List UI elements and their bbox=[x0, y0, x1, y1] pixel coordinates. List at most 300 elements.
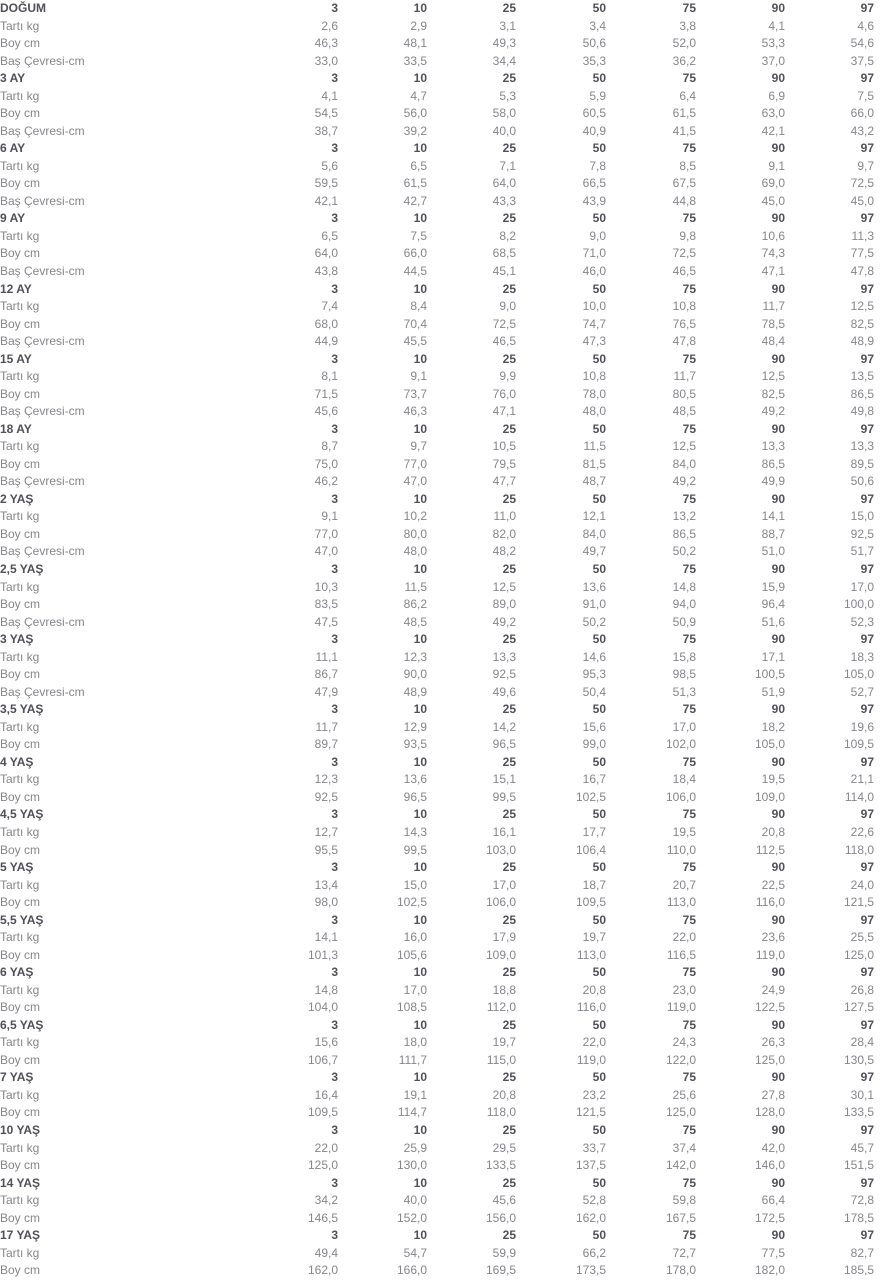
value-cell: 71,5 bbox=[314, 386, 338, 401]
value-cell: 17,0 bbox=[850, 579, 874, 594]
age-group-header-row bbox=[0, 631, 886, 649]
percentile-header: 75 bbox=[682, 1175, 696, 1190]
value-cell: 33,5 bbox=[403, 53, 427, 68]
value-cell: 130,5 bbox=[843, 1052, 874, 1067]
value-cell: 118,0 bbox=[486, 1105, 516, 1120]
value-cell: 46,5 bbox=[492, 334, 516, 349]
value-cell: 7,1 bbox=[499, 158, 516, 173]
value-cell: 47,5 bbox=[314, 614, 338, 629]
percentile-header: 90 bbox=[771, 702, 785, 717]
measurement-row bbox=[0, 877, 886, 895]
value-cell: 45,6 bbox=[314, 404, 338, 419]
value-cell: 12,5 bbox=[492, 579, 516, 594]
value-cell: 116,5 bbox=[666, 947, 696, 962]
value-cell: 86,2 bbox=[403, 597, 427, 612]
percentile-header: 10 bbox=[413, 1175, 427, 1190]
value-cell: 178,5 bbox=[843, 1210, 874, 1225]
percentile-header: 50 bbox=[592, 702, 606, 717]
value-cell: 82,5 bbox=[761, 386, 785, 401]
measurement-row bbox=[0, 158, 886, 176]
value-cell: 14,1 bbox=[761, 509, 785, 524]
value-cell: 25,6 bbox=[672, 1087, 696, 1102]
percentile-header: 50 bbox=[592, 141, 606, 156]
percentile-header: 50 bbox=[592, 491, 606, 506]
value-cell: 42,1 bbox=[761, 123, 785, 138]
value-cell: 109,5 bbox=[575, 895, 606, 910]
value-cell: 104,0 bbox=[307, 1000, 338, 1015]
percentile-header: 90 bbox=[771, 1228, 785, 1243]
value-cell: 49,2 bbox=[492, 614, 516, 629]
percentile-header: 25 bbox=[502, 754, 516, 769]
value-cell: 92,5 bbox=[492, 667, 516, 682]
value-cell: 82,7 bbox=[850, 1245, 874, 1260]
percentile-header: 50 bbox=[592, 632, 606, 647]
value-cell: 74,7 bbox=[582, 316, 606, 331]
value-cell: 102,0 bbox=[665, 737, 696, 752]
measurement-row bbox=[0, 35, 886, 53]
value-cell: 67,5 bbox=[672, 176, 696, 191]
measurement-label: Tartı kg bbox=[0, 1193, 40, 1208]
age-label: 5 YAŞ bbox=[0, 860, 34, 875]
value-cell: 45,5 bbox=[403, 334, 427, 349]
value-cell: 24,9 bbox=[761, 982, 785, 997]
value-cell: 77,0 bbox=[403, 456, 427, 471]
value-cell: 146,0 bbox=[754, 1158, 785, 1173]
value-cell: 18,0 bbox=[403, 1035, 427, 1050]
value-cell: 105,0 bbox=[843, 667, 874, 682]
value-cell: 48,4 bbox=[761, 334, 785, 349]
percentile-header: 75 bbox=[682, 1017, 696, 1032]
value-cell: 9,0 bbox=[589, 228, 606, 243]
percentile-header: 50 bbox=[592, 1123, 606, 1137]
value-cell: 66,0 bbox=[403, 246, 427, 261]
value-cell: 77,0 bbox=[314, 526, 338, 541]
value-cell: 37,4 bbox=[672, 1140, 696, 1155]
percentile-header: 10 bbox=[413, 1, 427, 15]
measurement-row bbox=[0, 684, 886, 702]
value-cell: 20,7 bbox=[672, 877, 696, 892]
value-cell: 70,4 bbox=[403, 316, 427, 331]
value-cell: 91,0 bbox=[582, 597, 606, 612]
percentile-header: 3 bbox=[331, 141, 338, 156]
age-group-header-row bbox=[0, 281, 886, 299]
value-cell: 11,1 bbox=[315, 649, 338, 664]
value-cell: 86,7 bbox=[314, 667, 338, 682]
percentile-header: 3 bbox=[331, 807, 338, 822]
value-cell: 51,7 bbox=[850, 544, 874, 559]
value-cell: 48,0 bbox=[582, 404, 606, 419]
value-cell: 43,2 bbox=[850, 123, 874, 138]
value-cell: 45,6 bbox=[492, 1193, 516, 1208]
measurement-label: Boy cm bbox=[0, 316, 41, 331]
value-cell: 133,5 bbox=[485, 1158, 516, 1173]
percentile-header: 90 bbox=[771, 71, 785, 86]
value-cell: 151,5 bbox=[843, 1158, 874, 1173]
measurement-row bbox=[0, 1140, 886, 1158]
value-cell: 13,2 bbox=[672, 509, 696, 524]
percentile-header: 10 bbox=[413, 632, 427, 647]
value-cell: 45,7 bbox=[850, 1140, 874, 1155]
measurement-row bbox=[0, 1034, 886, 1052]
measurement-label: Boy cm bbox=[0, 36, 41, 51]
percentile-header: 90 bbox=[771, 807, 785, 822]
percentile-header: 90 bbox=[771, 141, 785, 156]
value-cell: 77,5 bbox=[761, 1245, 785, 1260]
measurement-row bbox=[0, 1104, 886, 1122]
percentile-header: 97 bbox=[860, 860, 874, 875]
percentile-header: 25 bbox=[502, 491, 516, 506]
value-cell: 76,0 bbox=[492, 386, 516, 401]
percentile-header: 3 bbox=[331, 1228, 338, 1243]
percentile-header: 3 bbox=[331, 421, 338, 436]
percentile-header: 97 bbox=[860, 1070, 874, 1085]
percentile-header: 97 bbox=[860, 421, 874, 436]
age-group-header-row bbox=[0, 0, 886, 18]
value-cell: 41,5 bbox=[672, 123, 696, 138]
measurement-row bbox=[0, 1157, 886, 1175]
percentile-header: 50 bbox=[592, 1228, 606, 1243]
measurement-label: Boy cm bbox=[0, 106, 41, 121]
value-cell: 106,4 bbox=[575, 842, 606, 857]
value-cell: 106,0 bbox=[665, 789, 696, 804]
value-cell: 52,0 bbox=[672, 36, 696, 51]
measurement-row bbox=[0, 53, 886, 71]
value-cell: 19,5 bbox=[672, 824, 696, 839]
measurement-row bbox=[0, 386, 886, 404]
value-cell: 166,0 bbox=[396, 1263, 427, 1278]
value-cell: 86,5 bbox=[761, 456, 785, 471]
percentile-header: 75 bbox=[682, 211, 696, 226]
value-cell: 78,5 bbox=[761, 316, 785, 331]
age-label: 6,5 YAŞ bbox=[0, 1017, 44, 1032]
value-cell: 29,5 bbox=[492, 1140, 516, 1155]
value-cell: 77,5 bbox=[850, 246, 874, 261]
value-cell: 54,5 bbox=[314, 106, 338, 121]
value-cell: 47,1 bbox=[492, 404, 516, 419]
value-cell: 9,7 bbox=[857, 158, 874, 173]
value-cell: 24,3 bbox=[672, 1035, 696, 1050]
measurement-label: Tartı kg bbox=[0, 1245, 40, 1260]
value-cell: 162,0 bbox=[575, 1210, 606, 1225]
value-cell: 72,8 bbox=[850, 1193, 874, 1208]
value-cell: 20,8 bbox=[761, 824, 785, 839]
value-cell: 53,3 bbox=[761, 36, 785, 51]
value-cell: 115,0 bbox=[486, 1052, 516, 1067]
value-cell: 54,6 bbox=[850, 36, 874, 51]
value-cell: 69,0 bbox=[761, 176, 785, 191]
percentile-header: 97 bbox=[860, 632, 874, 647]
value-cell: 15,6 bbox=[582, 719, 606, 734]
value-cell: 39,2 bbox=[403, 123, 427, 138]
percentile-header: 3 bbox=[331, 211, 338, 226]
percentile-header: 50 bbox=[592, 1, 606, 15]
value-cell: 17,0 bbox=[672, 719, 696, 734]
value-cell: 75,0 bbox=[314, 456, 338, 471]
value-cell: 142,0 bbox=[665, 1158, 696, 1173]
measurement-label: Boy cm bbox=[0, 895, 41, 910]
percentile-header: 3 bbox=[331, 702, 338, 717]
value-cell: 113,0 bbox=[576, 947, 606, 962]
value-cell: 10,5 bbox=[492, 439, 516, 454]
age-label: 5,5 YAŞ bbox=[0, 912, 44, 927]
value-cell: 5,9 bbox=[589, 88, 606, 103]
value-cell: 15,6 bbox=[314, 1035, 338, 1050]
age-group-header-row bbox=[0, 1227, 886, 1245]
percentile-header: 10 bbox=[413, 71, 427, 86]
percentile-header: 3 bbox=[331, 1123, 338, 1137]
value-cell: 72,7 bbox=[672, 1245, 696, 1260]
value-cell: 19,1 bbox=[403, 1087, 427, 1102]
percentile-header: 97 bbox=[860, 71, 874, 86]
value-cell: 146,5 bbox=[307, 1210, 338, 1225]
measurement-label: Boy cm bbox=[0, 1263, 41, 1278]
age-label: 2,5 YAŞ bbox=[0, 562, 44, 576]
value-cell: 48,2 bbox=[492, 544, 516, 559]
value-cell: 43,3 bbox=[492, 193, 516, 208]
value-cell: 16,1 bbox=[492, 824, 516, 839]
value-cell: 93,5 bbox=[403, 737, 427, 752]
measurement-row bbox=[0, 193, 886, 211]
value-cell: 66,4 bbox=[761, 1193, 785, 1208]
value-cell: 47,1 bbox=[761, 263, 785, 278]
value-cell: 66,2 bbox=[582, 1245, 606, 1260]
value-cell: 50,6 bbox=[582, 36, 606, 51]
value-cell: 23,2 bbox=[582, 1087, 606, 1102]
measurement-row bbox=[0, 333, 886, 351]
measurement-row bbox=[0, 1192, 886, 1210]
percentile-header: 75 bbox=[682, 281, 696, 296]
measurement-row bbox=[0, 105, 886, 123]
value-cell: 133,5 bbox=[843, 1105, 874, 1120]
value-cell: 47,9 bbox=[314, 684, 338, 699]
value-cell: 11,7 bbox=[315, 719, 338, 734]
value-cell: 72,5 bbox=[492, 316, 516, 331]
value-cell: 6,9 bbox=[768, 88, 785, 103]
value-cell: 13,4 bbox=[314, 877, 338, 892]
percentile-header: 10 bbox=[413, 1017, 427, 1032]
value-cell: 12,1 bbox=[582, 509, 606, 524]
value-cell: 2,9 bbox=[410, 18, 427, 33]
measurement-row bbox=[0, 842, 886, 860]
percentile-header: 90 bbox=[771, 211, 785, 226]
percentile-header: 3 bbox=[331, 71, 338, 86]
value-cell: 51,3 bbox=[672, 684, 696, 699]
measurement-row bbox=[0, 263, 886, 281]
measurement-row bbox=[0, 999, 886, 1017]
value-cell: 14,3 bbox=[403, 824, 427, 839]
measurement-row bbox=[0, 456, 886, 474]
percentile-header: 10 bbox=[413, 860, 427, 875]
percentile-header: 90 bbox=[771, 281, 785, 296]
value-cell: 119,0 bbox=[755, 947, 785, 962]
percentile-header: 97 bbox=[860, 965, 874, 980]
value-cell: 90,0 bbox=[403, 667, 427, 682]
percentile-header: 25 bbox=[502, 1123, 516, 1137]
percentile-header: 10 bbox=[413, 281, 427, 296]
value-cell: 14,6 bbox=[582, 649, 606, 664]
value-cell: 118,0 bbox=[844, 842, 874, 857]
value-cell: 79,5 bbox=[492, 456, 516, 471]
age-group-header-row bbox=[0, 754, 886, 772]
percentile-header: 97 bbox=[860, 141, 874, 156]
measurement-label: Baş Çevresi-cm bbox=[0, 544, 85, 559]
value-cell: 89,5 bbox=[850, 456, 874, 471]
value-cell: 125,0 bbox=[843, 947, 874, 962]
value-cell: 119,0 bbox=[576, 1052, 606, 1067]
percentile-header: 97 bbox=[860, 211, 874, 226]
value-cell: 19,5 bbox=[761, 772, 785, 787]
value-cell: 51,6 bbox=[761, 614, 785, 629]
value-cell: 27,8 bbox=[761, 1087, 785, 1102]
percentile-header: 50 bbox=[592, 281, 606, 296]
value-cell: 22,0 bbox=[582, 1035, 606, 1050]
value-cell: 42,1 bbox=[314, 193, 338, 208]
age-label: 3 AY bbox=[0, 71, 26, 86]
value-cell: 112,5 bbox=[755, 842, 785, 857]
measurement-label: Boy cm bbox=[0, 737, 41, 752]
percentile-header: 97 bbox=[860, 702, 874, 717]
percentile-header: 25 bbox=[502, 807, 516, 822]
value-cell: 48,5 bbox=[672, 404, 696, 419]
percentile-header: 75 bbox=[682, 860, 696, 875]
value-cell: 105,6 bbox=[396, 947, 427, 962]
percentile-header: 90 bbox=[771, 965, 785, 980]
value-cell: 84,0 bbox=[672, 456, 696, 471]
value-cell: 18,3 bbox=[850, 649, 874, 664]
value-cell: 10,6 bbox=[761, 228, 785, 243]
value-cell: 25,9 bbox=[403, 1140, 427, 1155]
value-cell: 42,0 bbox=[761, 1140, 785, 1155]
value-cell: 13,6 bbox=[582, 579, 606, 594]
percentile-header: 3 bbox=[331, 754, 338, 769]
value-cell: 125,0 bbox=[754, 1052, 785, 1067]
value-cell: 46,5 bbox=[672, 263, 696, 278]
value-cell: 33,7 bbox=[582, 1140, 606, 1155]
value-cell: 121,5 bbox=[575, 1105, 606, 1120]
percentile-header: 90 bbox=[771, 491, 785, 506]
value-cell: 59,8 bbox=[672, 1193, 696, 1208]
value-cell: 122,5 bbox=[754, 1000, 785, 1015]
value-cell: 99,0 bbox=[582, 737, 606, 752]
value-cell: 49,9 bbox=[761, 474, 785, 489]
value-cell: 173,5 bbox=[575, 1263, 606, 1278]
value-cell: 23,6 bbox=[761, 930, 785, 945]
value-cell: 49,3 bbox=[492, 36, 516, 51]
percentile-header: 50 bbox=[592, 807, 606, 822]
measurement-label: Baş Çevresi-cm bbox=[0, 53, 85, 68]
measurement-label: Tartı kg bbox=[0, 1140, 40, 1155]
value-cell: 50,4 bbox=[582, 684, 606, 699]
percentile-header: 25 bbox=[502, 1, 516, 15]
age-label: 6 AY bbox=[0, 141, 26, 156]
value-cell: 20,8 bbox=[492, 1087, 516, 1102]
percentile-header: 50 bbox=[592, 754, 606, 769]
value-cell: 14,8 bbox=[314, 982, 338, 997]
percentile-header: 50 bbox=[592, 562, 606, 576]
percentile-header: 50 bbox=[592, 1070, 606, 1085]
value-cell: 89,7 bbox=[314, 737, 338, 752]
age-label: 7 YAŞ bbox=[0, 1070, 34, 1085]
value-cell: 102,5 bbox=[396, 895, 427, 910]
value-cell: 11,3 bbox=[851, 228, 874, 243]
value-cell: 99,5 bbox=[403, 842, 427, 857]
value-cell: 40,0 bbox=[403, 1193, 427, 1208]
value-cell: 50,2 bbox=[672, 544, 696, 559]
value-cell: 48,9 bbox=[850, 334, 874, 349]
value-cell: 48,5 bbox=[403, 614, 427, 629]
age-group-header-row bbox=[0, 964, 886, 982]
value-cell: 34,2 bbox=[314, 1193, 338, 1208]
value-cell: 17,0 bbox=[403, 982, 427, 997]
value-cell: 109,5 bbox=[307, 1105, 338, 1120]
value-cell: 73,7 bbox=[403, 386, 427, 401]
value-cell: 4,1 bbox=[321, 88, 338, 103]
measurement-row bbox=[0, 736, 886, 754]
age-label: 3,5 YAŞ bbox=[0, 702, 44, 717]
measurement-row bbox=[0, 649, 886, 667]
value-cell: 86,5 bbox=[850, 386, 874, 401]
age-group-header-row bbox=[0, 1122, 886, 1140]
percentile-header: 50 bbox=[592, 860, 606, 875]
value-cell: 152,0 bbox=[396, 1210, 427, 1225]
percentile-header: 25 bbox=[502, 860, 516, 875]
value-cell: 61,5 bbox=[403, 176, 427, 191]
percentile-header: 25 bbox=[502, 965, 516, 980]
percentile-header: 3 bbox=[331, 965, 338, 980]
percentile-header: 3 bbox=[331, 281, 338, 296]
value-cell: 172,5 bbox=[754, 1210, 785, 1225]
measurement-row bbox=[0, 1245, 886, 1263]
percentile-header: 25 bbox=[502, 1175, 516, 1190]
value-cell: 45,0 bbox=[850, 193, 874, 208]
measurement-row bbox=[0, 1262, 886, 1280]
percentile-header: 10 bbox=[413, 141, 427, 156]
value-cell: 108,5 bbox=[396, 1000, 427, 1015]
value-cell: 56,0 bbox=[403, 106, 427, 121]
percentile-header: 10 bbox=[413, 702, 427, 717]
age-group-header-row bbox=[0, 140, 886, 158]
value-cell: 35,3 bbox=[582, 53, 606, 68]
value-cell: 122,0 bbox=[665, 1052, 696, 1067]
value-cell: 100,0 bbox=[843, 597, 874, 612]
value-cell: 33,0 bbox=[314, 53, 338, 68]
value-cell: 18,4 bbox=[672, 772, 696, 787]
percentile-header: 25 bbox=[502, 632, 516, 647]
age-label: 12 AY bbox=[0, 281, 32, 296]
measurement-label: Boy cm bbox=[0, 1000, 41, 1015]
measurement-row bbox=[0, 771, 886, 789]
value-cell: 9,0 bbox=[499, 299, 516, 314]
value-cell: 14,1 bbox=[314, 930, 338, 945]
value-cell: 17,0 bbox=[492, 877, 516, 892]
measurement-row bbox=[0, 123, 886, 141]
value-cell: 128,0 bbox=[754, 1105, 785, 1120]
measurement-row bbox=[0, 666, 886, 684]
value-cell: 6,5 bbox=[410, 158, 427, 173]
value-cell: 6,5 bbox=[321, 228, 338, 243]
percentile-header: 3 bbox=[331, 1017, 338, 1032]
value-cell: 95,5 bbox=[314, 842, 338, 857]
value-cell: 116,0 bbox=[576, 1000, 606, 1015]
percentile-header: 25 bbox=[502, 351, 516, 366]
percentile-header: 3 bbox=[331, 860, 338, 875]
percentile-header: 97 bbox=[860, 912, 874, 927]
value-cell: 109,0 bbox=[754, 789, 785, 804]
value-cell: 45,1 bbox=[492, 263, 516, 278]
value-cell: 94,0 bbox=[672, 597, 696, 612]
measurement-row bbox=[0, 473, 886, 491]
value-cell: 80,0 bbox=[403, 526, 427, 541]
